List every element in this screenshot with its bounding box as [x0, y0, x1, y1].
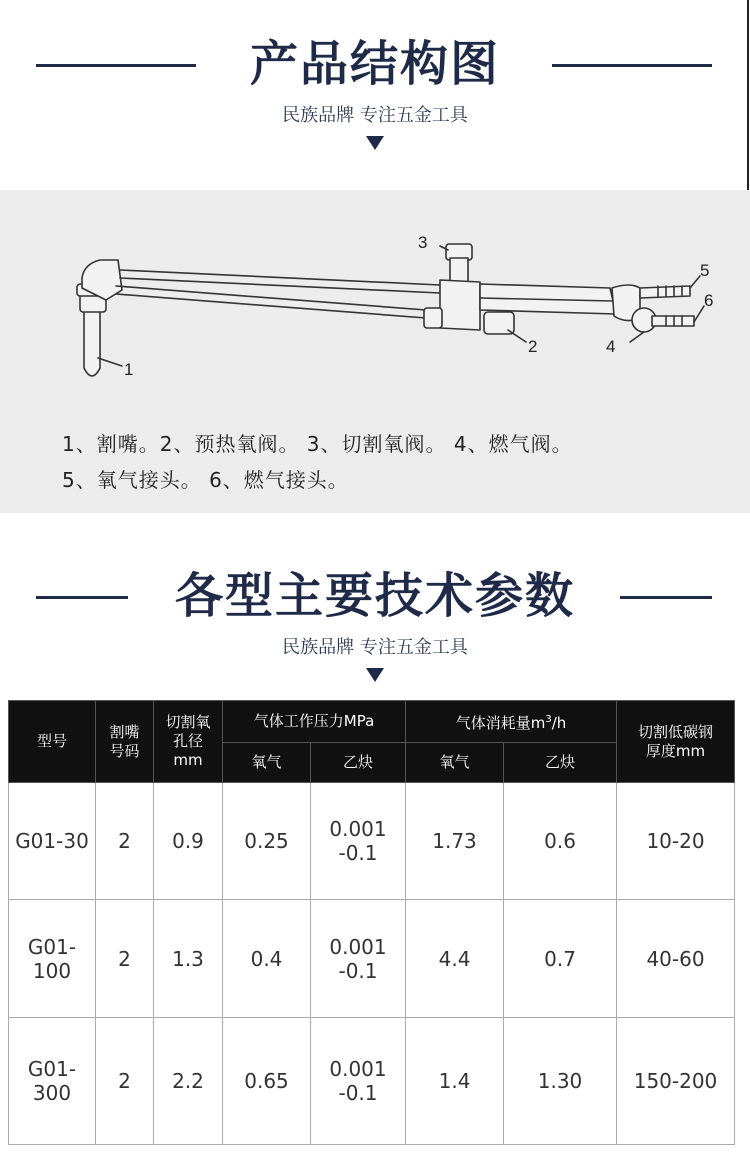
spec-table — [8, 700, 735, 1145]
cell-consumption-oxygen: 1.73 — [406, 783, 504, 900]
table-row — [9, 900, 735, 1018]
header-consumption-sup: 3 — [545, 714, 552, 725]
cell-consumption-oxygen: 4.4 — [406, 900, 504, 1018]
section-specs-header — [0, 566, 750, 682]
cell-thickness: 10-20 — [617, 783, 735, 900]
header-bore-line1: 切割氧 — [165, 713, 211, 731]
header-nozzle-line1: 割嘴 — [109, 722, 140, 741]
cell-model: G01-100 — [9, 900, 96, 1018]
header-bore — [154, 701, 223, 783]
cell-thickness: 40-60 — [617, 900, 735, 1018]
cell-bore: 1.3 — [154, 900, 223, 1018]
cell-consumption-acetylene: 0.6 — [504, 783, 617, 900]
cell-pressure-acetylene-line1: 0.001 — [329, 1057, 387, 1081]
header-nozzle-line2: 号码 — [109, 741, 140, 760]
section-title: 产品结构图 — [249, 36, 500, 92]
callout-5: 5 — [700, 261, 710, 280]
cell-bore: 0.9 — [154, 783, 223, 900]
header-thickness-line2: 厚度mm — [645, 741, 706, 760]
cell-pressure-oxygen: 0.65 — [223, 1018, 311, 1145]
table-row — [9, 783, 735, 900]
cell-pressure-oxygen: 0.25 — [223, 783, 311, 900]
section-structure-header — [0, 34, 750, 150]
table-row — [9, 1018, 735, 1145]
callout-4: 4 — [606, 337, 616, 356]
header-pressure: 气体工作压力MPa — [223, 701, 406, 743]
cell-pressure-acetylene-line2: -0.1 — [338, 841, 378, 865]
cell-consumption-acetylene: 0.7 — [504, 900, 617, 1018]
cell-pressure-acetylene — [311, 783, 406, 900]
cell-pressure-acetylene-line2: -0.1 — [338, 1081, 378, 1105]
cell-nozzle: 2 — [96, 900, 154, 1018]
cell-nozzle: 2 — [96, 783, 154, 900]
header-thickness — [617, 701, 735, 783]
cell-bore: 2.2 — [154, 1018, 223, 1145]
cell-pressure-oxygen: 0.4 — [223, 900, 311, 1018]
header-consumption-text: 气体消耗量m — [455, 714, 546, 732]
legend-line-2: 5、氧气接头。 6、燃气接头。 — [62, 468, 349, 492]
header-thickness-line1: 切割低碳钢 — [638, 722, 714, 741]
callout-2: 2 — [528, 337, 538, 356]
header-pressure-oxygen: 氧气 — [223, 743, 311, 783]
header-consumption — [406, 701, 617, 743]
title-rule-right — [620, 596, 712, 599]
header-consumption-unit: /h — [551, 714, 567, 732]
cell-consumption-oxygen: 1.4 — [406, 1018, 504, 1145]
cell-pressure-acetylene — [311, 900, 406, 1018]
structure-diagram — [0, 190, 750, 513]
header-bore-line3: mm — [173, 751, 203, 769]
header-consumption-oxygen: 氧气 — [406, 743, 504, 783]
cell-pressure-acetylene-line2: -0.1 — [338, 958, 378, 983]
title-rule-right — [552, 64, 712, 67]
header-consumption-acetylene: 乙炔 — [504, 743, 617, 783]
section-subtitle: 民族品牌 专注五金工具 — [282, 637, 468, 658]
callout-1: 1 — [124, 360, 134, 379]
cell-consumption-acetylene: 1.30 — [504, 1018, 617, 1145]
callout-3: 3 — [418, 233, 428, 252]
header-model: 型号 — [9, 701, 96, 783]
legend-line-1: 1、割嘴。2、预热氧阀。 3、切割氧阀。 4、燃气阀。 — [62, 432, 573, 456]
section-title: 各型主要技术参数 — [174, 568, 575, 624]
section-subtitle: 民族品牌 专注五金工具 — [282, 105, 468, 126]
cell-pressure-acetylene-line1: 0.001 — [329, 934, 387, 959]
cell-thickness: 150-200 — [617, 1018, 735, 1145]
down-arrow-icon — [366, 668, 384, 682]
cell-model: G01-30 — [9, 783, 96, 900]
down-arrow-icon — [366, 136, 384, 150]
cell-model: G01-300 — [9, 1018, 96, 1145]
cell-pressure-acetylene — [311, 1018, 406, 1145]
cell-pressure-acetylene-line1: 0.001 — [329, 817, 387, 841]
callout-6: 6 — [704, 291, 714, 310]
header-nozzle — [96, 701, 154, 783]
cell-nozzle: 2 — [96, 1018, 154, 1145]
header-bore-line2: 孔径 — [172, 732, 203, 750]
header-pressure-acetylene: 乙炔 — [311, 743, 406, 783]
